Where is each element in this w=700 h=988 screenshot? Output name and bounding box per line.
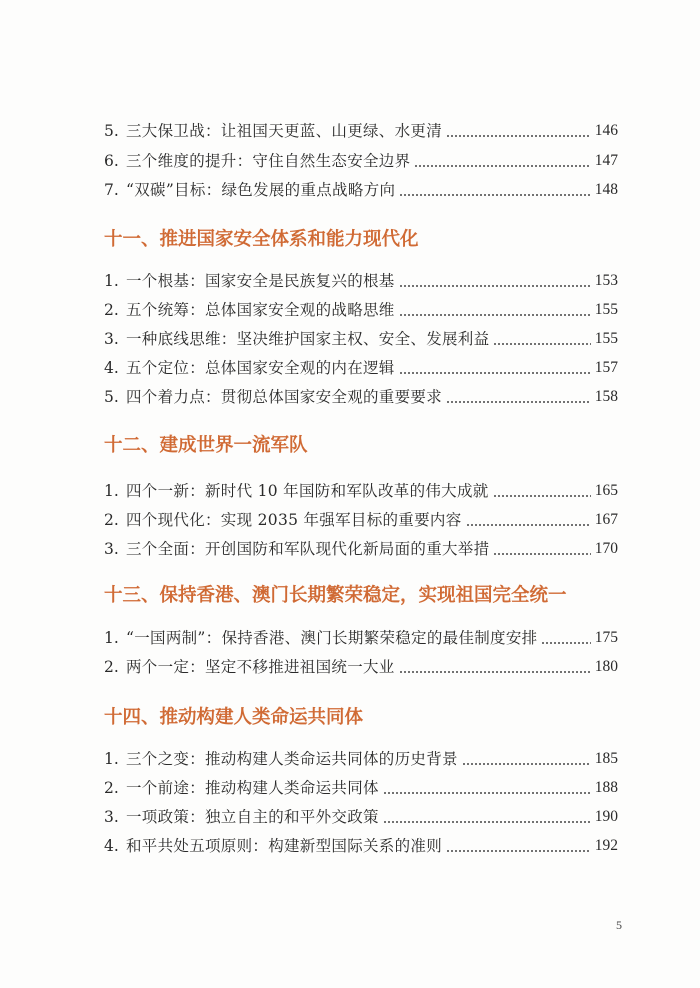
entry-page-number: 192 [594, 837, 618, 854]
entry-number: 4. [104, 837, 119, 855]
entry-title: 一个根基：国家安全是民族复兴的根基 [126, 272, 395, 290]
entry-number: 1. [104, 482, 119, 500]
entry-number: 1. [104, 629, 119, 647]
entry-page-number: 175 [594, 629, 618, 646]
toc-entry[interactable] [104, 297, 618, 323]
entry-number: 1. [104, 272, 119, 290]
dot-leader [399, 194, 591, 196]
entry-number: 6. [104, 152, 119, 170]
entry-number: 7. [104, 181, 119, 199]
toc-entry[interactable] [104, 478, 618, 504]
entry-page-number: 158 [594, 388, 618, 405]
dot-leader [446, 850, 591, 852]
entry-page-number: 155 [594, 330, 618, 347]
dot-leader [446, 401, 591, 403]
entry-title: 三个之变：推动构建人类命运共同体的历史背景 [126, 750, 458, 768]
entry-page-number: 167 [594, 511, 618, 528]
entry-title: 一种底线思维：坚决维护国家主权、安全、发展利益 [126, 330, 490, 348]
toc-entry[interactable] [104, 384, 618, 410]
entry-title: 两个一定：坚定不移推进祖国统一大业 [126, 658, 395, 676]
entry-number: 4. [104, 359, 119, 377]
section-heading[interactable]: 十一、推进国家安全体系和能力现代化 [104, 229, 419, 250]
toc-entry[interactable] [104, 326, 618, 352]
section-heading[interactable]: 十四、推动构建人类命运共同体 [104, 707, 364, 728]
entry-title: 五个定位：总体国家安全观的内在逻辑 [126, 359, 395, 377]
toc-entry[interactable] [104, 654, 618, 680]
dot-leader [466, 524, 591, 526]
dot-leader [383, 792, 591, 794]
dot-leader [493, 495, 591, 497]
entry-title: 和平共处五项原则：构建新型国际关系的准则 [126, 837, 443, 855]
entry-title: 四个着力点：贯彻总体国家安全观的重要要求 [126, 388, 443, 406]
toc-entry[interactable] [104, 625, 618, 651]
dot-leader [493, 343, 590, 345]
toc-entry[interactable] [104, 507, 618, 533]
toc-entry[interactable] [104, 177, 618, 203]
entry-page-number: 170 [594, 540, 618, 557]
entry-title: 四个一新：新时代 10 年国防和军队改革的伟大成就 [126, 482, 489, 500]
page-number: 5 [616, 918, 622, 932]
entry-title: “一国两制”：保持香港、澳门长期繁荣稳定的最佳制度安排 [126, 629, 538, 647]
entry-number: 2. [104, 511, 119, 529]
entry-title: “双碳”目标：绿色发展的重点战略方向 [126, 181, 396, 199]
section-heading[interactable]: 十三、保持香港、澳门长期繁荣稳定，实现祖国完全统一 [104, 585, 567, 606]
toc-entry[interactable] [104, 746, 618, 772]
toc-entry[interactable] [104, 536, 618, 562]
toc-entry[interactable] [104, 355, 618, 381]
entry-number: 5. [104, 388, 119, 406]
dot-leader [383, 821, 591, 823]
entry-title: 五个统筹：总体国家安全观的战略思维 [126, 301, 395, 319]
entry-page-number: 153 [594, 272, 618, 289]
entry-page-number: 190 [594, 808, 618, 825]
toc-entry[interactable] [104, 148, 618, 174]
dot-leader [399, 372, 591, 374]
entry-page-number: 165 [594, 482, 618, 499]
entry-number: 3. [104, 330, 119, 348]
dot-leader [493, 553, 590, 555]
dot-leader [414, 165, 590, 167]
entry-title: 四个现代化：实现 2035 年强军目标的重要内容 [126, 511, 462, 529]
entry-number: 2. [104, 779, 119, 797]
entry-number: 2. [104, 658, 119, 676]
entry-page-number: 146 [594, 122, 618, 139]
entry-title: 三个全面：开创国防和军队现代化新局面的重大举措 [126, 540, 490, 558]
entry-title: 一项政策：独立自主的和平外交政策 [126, 808, 379, 826]
dot-leader [399, 314, 591, 316]
entry-page-number: 155 [594, 301, 618, 318]
dot-leader [446, 135, 591, 137]
entry-page-number: 180 [594, 658, 618, 675]
entry-number: 3. [104, 540, 119, 558]
dot-leader [399, 285, 591, 287]
entry-page-number: 148 [594, 181, 618, 198]
dot-leader [462, 763, 591, 765]
entry-number: 5. [104, 122, 119, 140]
section-heading[interactable]: 十二、建成世界一流军队 [104, 435, 308, 456]
toc-entry[interactable] [104, 804, 618, 830]
toc-entry[interactable] [104, 118, 618, 144]
toc-entry[interactable] [104, 268, 618, 294]
dot-leader [399, 671, 591, 673]
entry-number: 1. [104, 750, 119, 768]
toc-entry[interactable] [104, 833, 618, 859]
toc-entry[interactable] [104, 775, 618, 801]
entry-page-number: 157 [594, 359, 618, 376]
entry-number: 2. [104, 301, 119, 319]
entry-number: 3. [104, 808, 119, 826]
entry-title: 三个维度的提升：守住自然生态安全边界 [126, 152, 411, 170]
dot-leader [541, 642, 590, 644]
entry-title: 三大保卫战：让祖国天更蓝、山更绿、水更清 [126, 122, 443, 140]
entry-page-number: 188 [594, 779, 618, 796]
entry-page-number: 147 [594, 152, 618, 169]
entry-page-number: 185 [594, 750, 618, 767]
entry-title: 一个前途：推动构建人类命运共同体 [126, 779, 379, 797]
